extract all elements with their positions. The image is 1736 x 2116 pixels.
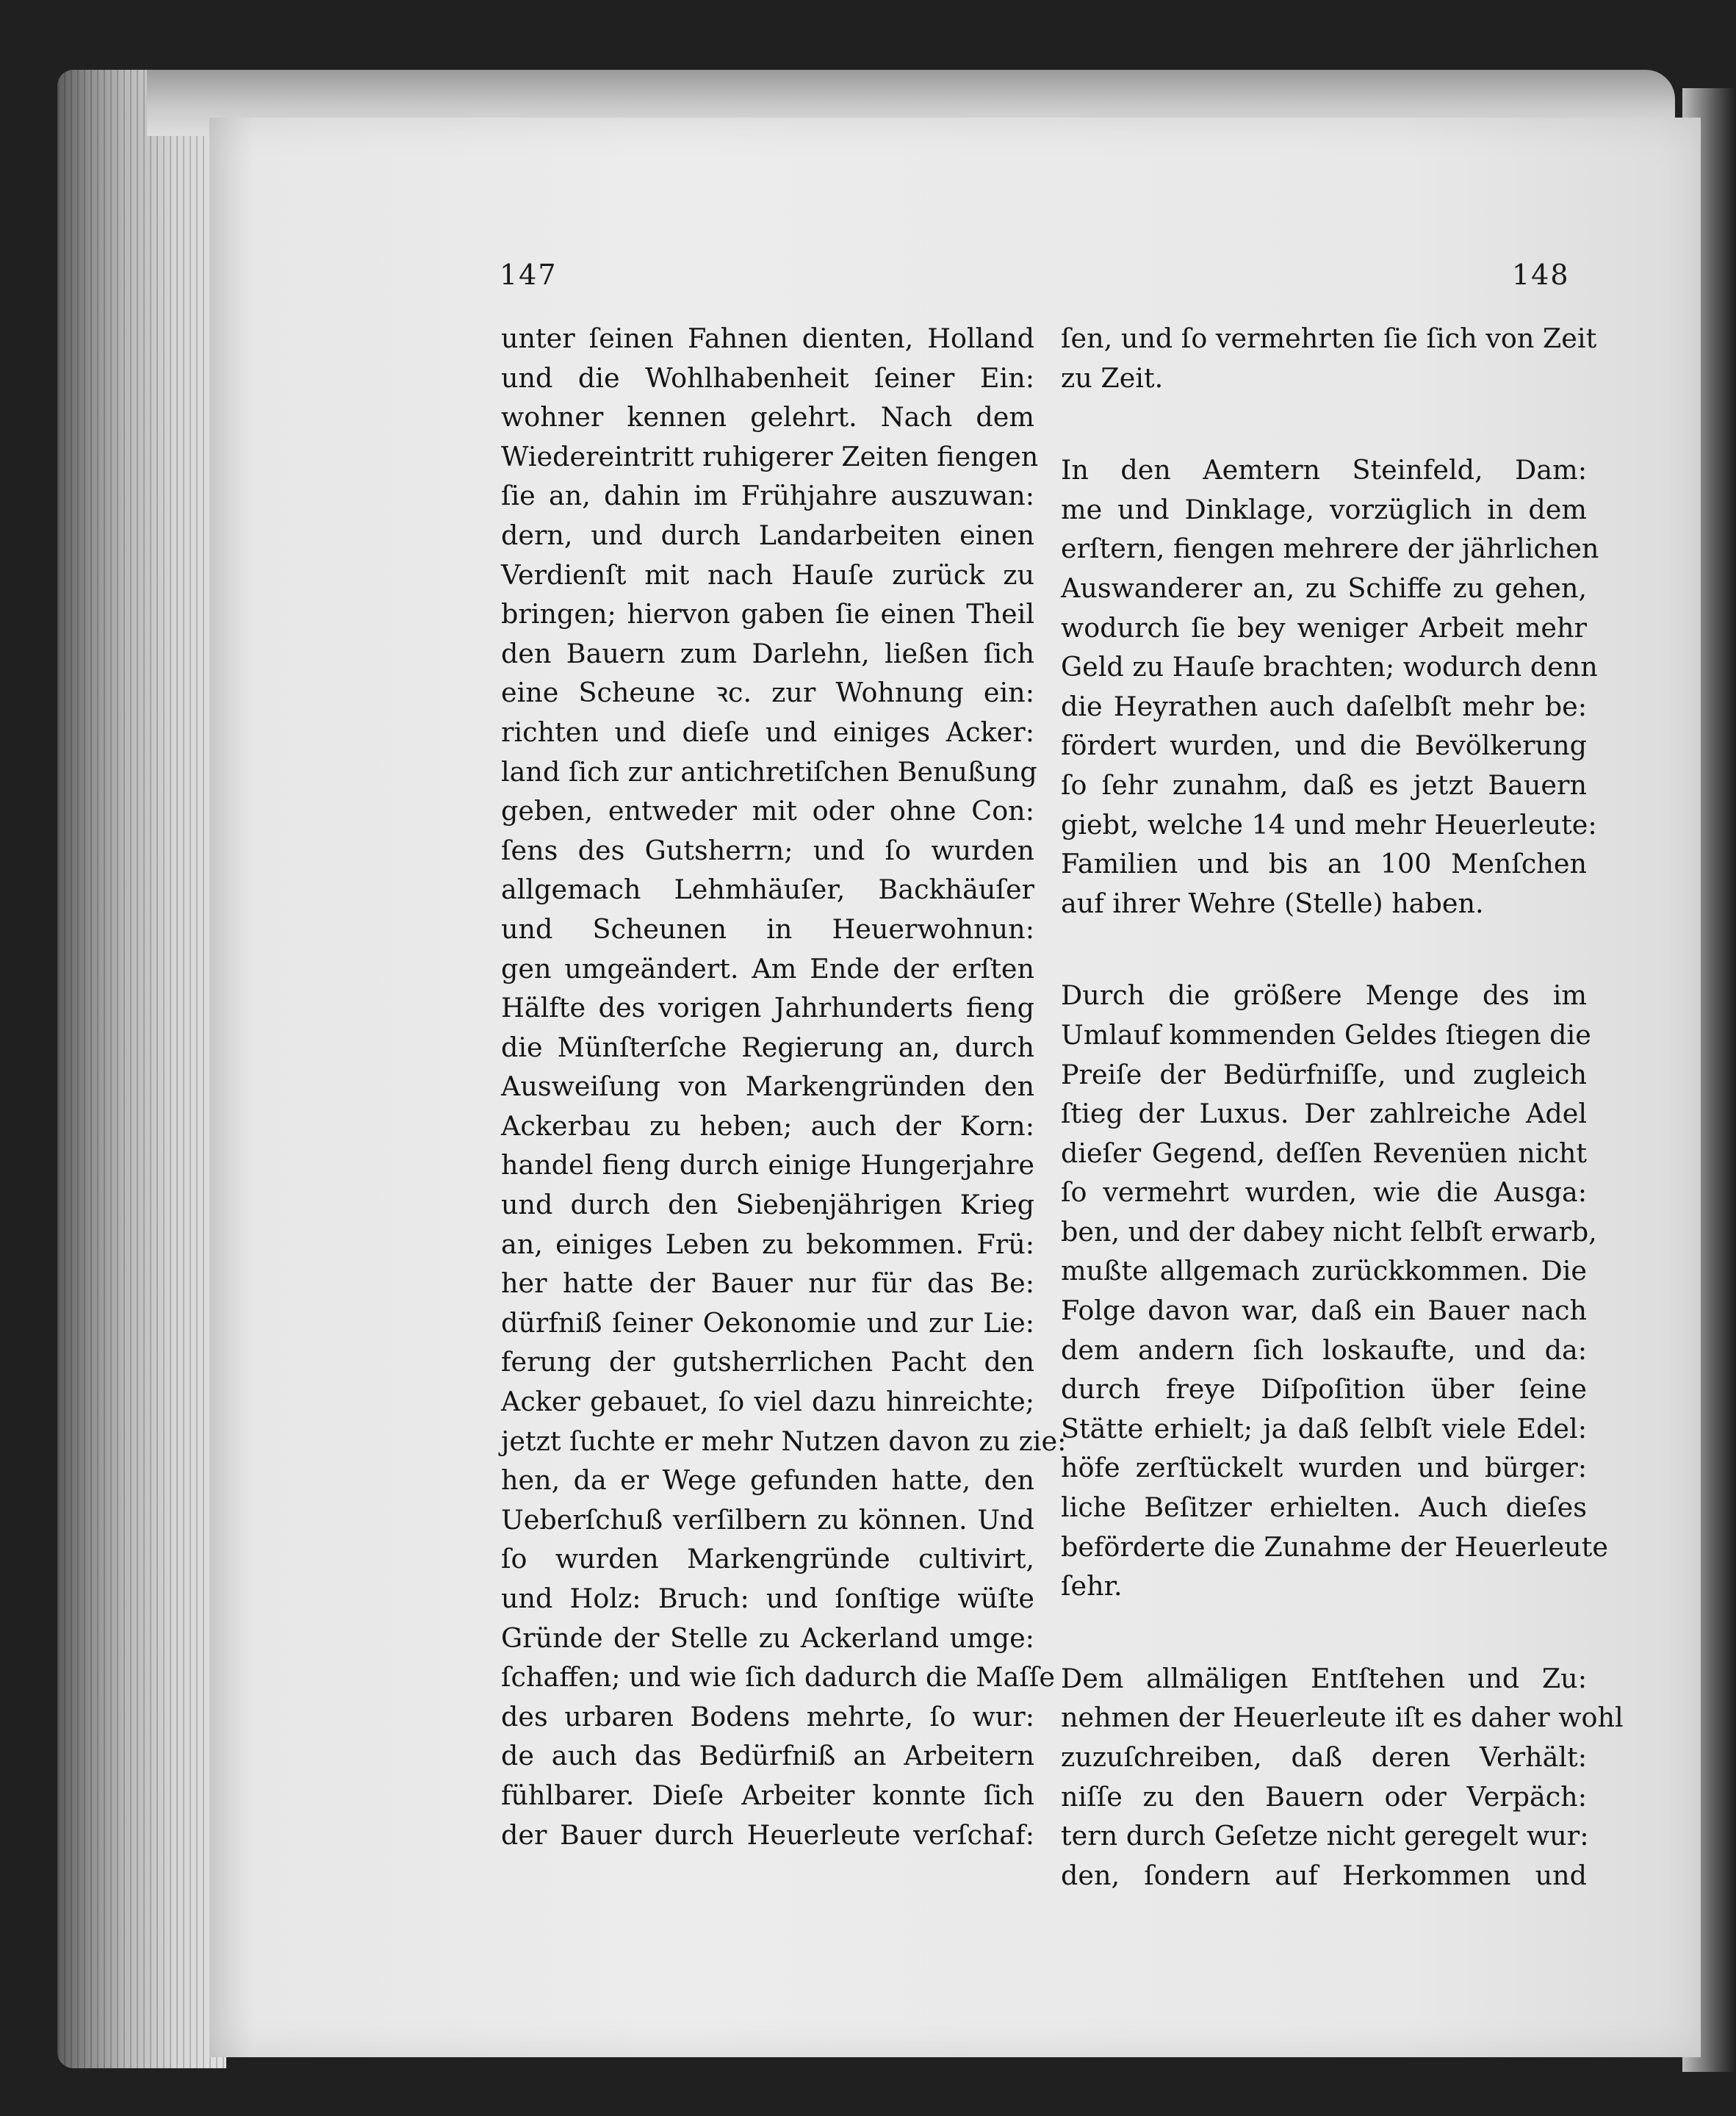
book-page-edges	[57, 70, 226, 2068]
text-line: nehmen der Heuerleute iſt es daher wohl	[1061, 1702, 1624, 1734]
text-line: ſchaffen; und wie ſich dadurch die Maſſe	[501, 1661, 1055, 1694]
text-line: niſſe zu den Bauern oder Verpäch:	[1061, 1780, 1587, 1813]
text-line: Durch die größere Menge des im	[1061, 979, 1587, 1012]
paragraph-3	[1061, 976, 1608, 1606]
text-line: wohner kennen gelehrt. Nach dem	[501, 401, 1034, 433]
text-line: zu Zeit.	[1061, 361, 1164, 394]
text-line: liche Beſitzer erhielten. Auch dieſes	[1061, 1491, 1587, 1524]
text-line: beförderte die Zunahme der Heuerleute	[1061, 1530, 1608, 1563]
text-line: Auswanderer an, zu Schiffe zu gehen,	[1061, 572, 1587, 604]
text-line: die Münſterſche Regierung an, durch	[501, 1031, 1034, 1063]
text-line: des urbaren Bodens mehrte, ſo wur:	[501, 1700, 1034, 1732]
text-line: Gründe der Stelle zu Ackerland umge:	[501, 1622, 1034, 1654]
text-line: allgemach Lehmhäuſer, Backhäuſer	[501, 874, 1034, 906]
text-line: richten und dieſe und einiges Acker:	[501, 716, 1034, 748]
text-column-right	[1061, 319, 1624, 1895]
text-line: ſen, und ſo vermehrten ſie ſich von Zeit	[1061, 323, 1597, 354]
text-line: Preiſe der Bedürfniſſe, und zugleich	[1061, 1058, 1587, 1090]
paragraph-gap	[1061, 397, 1587, 450]
text-line: wodurch ſie bey weniger Arbeit mehr	[1061, 611, 1587, 644]
text-line: Ackerbau zu heben; auch der Korn:	[501, 1109, 1034, 1142]
text-line: auf ihrer Wehre (Stelle) haben.	[1061, 887, 1484, 919]
text-line: ſo ſehr zunahm, daß es jetzt Bauern	[1061, 769, 1587, 801]
text-line: me und Dinklage, vorzüglich in dem	[1061, 493, 1587, 525]
text-line: Hälfte des vorigen Jahrhunderts fieng	[501, 992, 1034, 1024]
text-line: tern durch Geſetze nicht geregelt wur:	[1061, 1820, 1589, 1852]
text-line: Folge davon war, daß ein Bauer nach	[1061, 1295, 1587, 1327]
text-line: Verdienſt mit nach Hauſe zurück zu	[501, 558, 1034, 591]
text-line: bringen; hiervon gaben ſie einen Theil	[501, 598, 1034, 630]
text-line: Ausweiſung von Markengründen den	[501, 1070, 1034, 1103]
text-line: die Heyrathen auch daſelbſt mehr be:	[1061, 690, 1587, 722]
text-line: zuzuſchreiben, daß deren Verhält:	[1061, 1741, 1587, 1773]
text-line: Acker gebauet, ſo viel dazu hinreichte;	[501, 1386, 1034, 1418]
text-line: ben, und der dabey nicht ſelbſt erwarb,	[1061, 1215, 1597, 1248]
text-line: Stätte erhielt; ja daß ſelbſt viele Edel:	[1061, 1412, 1587, 1444]
text-line: ſie an, dahin im Frühjahre auszuwan:	[501, 480, 1034, 512]
text-line: Dem allmäligen Entſtehen und Zu:	[1061, 1662, 1587, 1694]
text-line: unter ſeinen Fahnen dienten, Holland	[501, 323, 1034, 354]
text-line: höfe zerſtückelt wurden und bürger:	[1061, 1452, 1587, 1484]
text-line: Wiedereintritt ruhigerer Zeiten fiengen	[501, 440, 1039, 472]
text-line: Geld zu Hauſe brachten; wodurch denn	[1061, 651, 1598, 683]
text-line: ſehr.	[1061, 1570, 1123, 1602]
text-line: de auch das Bedürfniß an Arbeitern	[501, 1740, 1034, 1772]
text-line: dieſer Gegend, deſſen Revenüen nicht	[1061, 1137, 1587, 1169]
text-line: ſtieg der Luxus. Der zahlreiche Adel	[1061, 1098, 1587, 1130]
page-number-right: 148	[1512, 259, 1570, 291]
text-line: ſens des Gutsherrn; und ſo wurden	[501, 834, 1034, 866]
text-line: an, einiges Leben zu bekommen. Frü:	[501, 1228, 1034, 1260]
text-line: mußte allgemach zurückkommen. Die	[1061, 1255, 1587, 1287]
text-line: und Scheunen in Heuerwohnun:	[501, 913, 1034, 945]
text-line: Ueberſchuß verſilbern zu können. Und	[501, 1503, 1034, 1536]
text-line: fühlbarer. Dieſe Arbeiter konnte ſich	[501, 1779, 1034, 1811]
paragraph-4	[1061, 1659, 1624, 1896]
text-line: hen, da er Wege gefunden hatte, den	[501, 1464, 1034, 1497]
text-line: dem andern ſich loskaufte, und da:	[1061, 1334, 1587, 1366]
text-line: durch freye Diſpoſition über ſeine	[1061, 1373, 1587, 1406]
text-line: den Bauern zum Darlehn, ließen ſich	[501, 637, 1034, 669]
text-line: und die Wohlhabenheit ſeiner Ein:	[501, 361, 1034, 394]
text-line: und Holz: Bruch: und ſonſtige wüſte	[501, 1583, 1034, 1614]
text-line: In den Aemtern Steinfeld, Dam:	[1061, 454, 1587, 486]
text-line: ſo vermehrt wurden, wie die Ausga:	[1061, 1176, 1587, 1209]
text-line: gen umgeändert. Am Ende der erſten	[501, 952, 1034, 985]
paragraph-gap	[1061, 1606, 1587, 1659]
text-line: den, ſondern auf Herkommen und	[1061, 1859, 1587, 1891]
text-line: eine Scheune ꝛc. zur Wohnung ein:	[501, 677, 1034, 709]
text-column-left	[501, 319, 1067, 1854]
text-line: geben, entweder mit oder ohne Con:	[501, 795, 1034, 827]
text-line: Familien und bis an 100 Menſchen	[1061, 848, 1587, 880]
paragraph-1	[1061, 319, 1597, 397]
text-line: fördert wurden, und die Bevölkerung	[1061, 730, 1587, 762]
text-line: giebt, welche 14 und mehr Heuerleute:	[1061, 808, 1597, 841]
paragraph-gap	[1061, 923, 1587, 976]
text-line: dern, und durch Landarbeiten einen	[501, 519, 1034, 551]
text-line: der Bauer durch Heuerleute verſchaf:	[501, 1818, 1034, 1851]
page-number-left: 147	[500, 259, 558, 291]
text-line: her hatte der Bauer nur für das Be:	[501, 1267, 1034, 1300]
text-line: land ſich zur antichretiſchen Benußung	[501, 755, 1037, 788]
text-line: jetzt ſuchte er mehr Nutzen davon zu zie:	[501, 1425, 1067, 1457]
text-line: erſtern, fiengen mehrere der jährlichen	[1061, 533, 1599, 565]
text-line: handel fieng durch einige Hungerjahre	[501, 1149, 1034, 1181]
paragraph-2	[1061, 450, 1599, 923]
text-line: ſo wurden Markengründe cultivirt,	[501, 1543, 1034, 1575]
text-line: Umlauf kommenden Geldes ſtiegen die	[1061, 1018, 1591, 1051]
text-line: ferung der gutsherrlichen Pacht den	[501, 1346, 1034, 1378]
text-line: und durch den Siebenjährigen Krieg	[501, 1189, 1034, 1221]
text-line: dürfniß ſeiner Oekonomie und zur Lie:	[501, 1306, 1034, 1339]
